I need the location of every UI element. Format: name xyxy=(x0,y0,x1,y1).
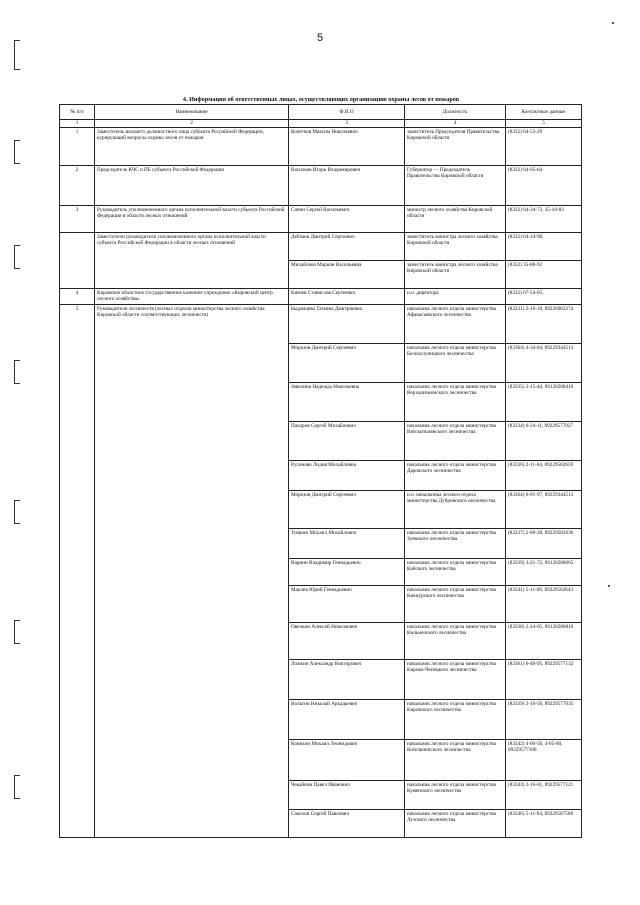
row-contact: (83361) 6-40-95, 89229577132 xyxy=(506,660,582,700)
row-contact: (8332) 64-53-29 xyxy=(506,128,582,166)
col-number: 3 xyxy=(289,120,405,128)
row-position: начальник лесного отдела министерства Вятскополянского лесничества xyxy=(405,422,506,461)
row-position: заместитель Председателя Правительства Кировской области xyxy=(405,128,506,166)
col-header-name: Наименование xyxy=(95,105,289,120)
row-fio: Соколов Сергей Павлович xyxy=(289,810,405,838)
page-number: 5 xyxy=(316,32,324,44)
row-position: начальник лесного отдела министерства Верхошижемского лесничества xyxy=(405,383,506,422)
scan-speck xyxy=(612,22,614,24)
row-contact: (8332) 64-34-73, 35-18-83 xyxy=(506,206,582,233)
row-position: начальник лесного отдела министерства Кировского лесничества xyxy=(405,700,506,740)
row-contact: (83338) 2-24-05, 89128286816 xyxy=(506,623,582,660)
row-name: Руководители лесничеств (лесных отделов министерства лесного хозяйства Кировской области соответствующих лесничеств) xyxy=(95,305,289,838)
row-position: начальник лесного отдела министерства Даровского лесничества xyxy=(405,461,506,491)
row-contact: (83339) 3-21-72, 89128288665 xyxy=(506,559,582,586)
row-fio: Тимкин Михаил Михайлович xyxy=(289,529,405,559)
row-fio: Васильев Игорь Владимирович xyxy=(289,166,405,206)
table-row xyxy=(60,233,582,261)
row-contact: (8332) 67-54-05, xyxy=(506,289,582,305)
row-num: 1 xyxy=(60,128,95,166)
row-fio: Зевалина Надежда Николаевна xyxy=(289,383,405,422)
row-position: заместитель министра лесного хозяйства Кировской области xyxy=(405,233,506,261)
row-contact: (83346) 5-11-04, 89229587588 xyxy=(506,810,582,838)
row-fio: Кочетков Максим Николаевич xyxy=(289,128,405,166)
row-contact: (8332) 35-88-92 xyxy=(506,261,582,289)
binder-mark xyxy=(14,775,20,799)
row-contact: (83336) 2-11-64, 89229582659 xyxy=(506,461,582,491)
row-contact: (83335) 2-15-44, 89128288416 xyxy=(506,383,582,422)
col-header-contact: Контактные данные xyxy=(506,105,582,120)
row-fio: Сапин Сергей Васильевич xyxy=(289,206,405,233)
row-fio: Маклев Юрий Геннадьевич xyxy=(289,586,405,623)
table-header-row xyxy=(60,105,582,120)
row-contact: (8332) 64-34-98, xyxy=(506,233,582,261)
row-fio: Деблаев Дмитрий Сергеевич xyxy=(289,233,405,261)
binder-mark xyxy=(14,500,20,524)
row-fio: Варнин Владимир Геннадьевич xyxy=(289,559,405,586)
row-fio: Коняхин Михаил Леонидович xyxy=(289,740,405,781)
row-position: начальник лесного отдела министерства Куменского лесничества xyxy=(405,781,506,810)
row-num xyxy=(60,233,95,289)
row-contact: (83341) 5-11-06, 89229582643 xyxy=(506,586,582,623)
table-row xyxy=(60,166,582,206)
row-fio: Князев Станислав Сергеевич xyxy=(289,289,405,305)
row-num: 5 xyxy=(60,305,95,838)
row-contact: (83364) 4-34-84, 89229344513 xyxy=(506,344,582,383)
col-header-fio: Ф.И.О xyxy=(289,105,405,120)
row-contact: (83331) 2-16-18, 89226662274 xyxy=(506,305,582,344)
binder-mark xyxy=(14,40,20,70)
table-title: 4. Информация об ответственных лицах, осуществляющих организацию охраны лесов от пожаров xyxy=(182,96,460,103)
col-number: 1 xyxy=(60,120,95,128)
row-contact: (83337) 2-06-28, 89229582636 xyxy=(506,529,582,559)
row-contact: (8332) 64-95-64 xyxy=(506,166,582,206)
binder-mark xyxy=(14,245,20,269)
col-number: 5 xyxy=(506,120,582,128)
table-row xyxy=(60,305,582,344)
responsible-persons-table xyxy=(59,104,582,838)
row-name: Руководитель уполномоченного органа исполнительной власти субъекта Российской Федерации в области лесных отношений xyxy=(95,206,289,233)
row-fio: Пахоров Сергей Михайлович xyxy=(289,422,405,461)
row-fio: Овечкин Алексей Николаевич xyxy=(289,623,405,660)
row-position: начальник лесного отдела министерства Афанасьевского лесничества xyxy=(405,305,506,344)
row-fio: Михайлова Мариан Васильевна xyxy=(289,261,405,289)
table-row xyxy=(60,128,582,166)
row-position: министр лесного хозяйства Кировской области xyxy=(405,206,506,233)
binder-mark xyxy=(14,620,20,644)
row-position: начальник лесного отдела министерства Зуевского лесничества xyxy=(405,529,506,559)
row-num: 2 xyxy=(60,166,95,206)
row-fio: Чекайкин Павел Иванович xyxy=(289,781,405,810)
row-position: Губернатор — Председатель Правительства Кировской области xyxy=(405,166,506,206)
row-contact: (83334) 6-24-11, 89229577027 xyxy=(506,422,582,461)
col-number: 4 xyxy=(405,120,506,128)
row-name: Кировское областное государственное казенное учреждение «Кировский центр лесного хозяйства» xyxy=(95,289,289,305)
row-position: начальник лесного отдела министерства Лузского лесничества xyxy=(405,810,506,838)
row-position: начальник лесного отдела министерства Кикнурского лесничества xyxy=(405,586,506,623)
row-contact: (83364) 6-91-97, 89229344513 xyxy=(506,491,582,529)
row-num: 3 xyxy=(60,206,95,233)
row-fio: Ложкин Александр Викторович xyxy=(289,660,405,700)
row-position: начальник лесного отдела министерства Кирово-Чепецкого лесничества xyxy=(405,660,506,700)
table-row xyxy=(60,206,582,233)
row-fio: Вольгин Николай Аркадьевич xyxy=(289,700,405,740)
row-num: 4 xyxy=(60,289,95,305)
binder-mark xyxy=(14,360,20,384)
row-fio: Русинова Лидия Михайловна xyxy=(289,461,405,491)
row-fio: Морозов Дмитрий Сергеевич xyxy=(289,491,405,529)
row-name: Заместитель высшего должностного лица субъекта Российской Федерации, курирующий вопросы охраны лесов от пожаров xyxy=(95,128,289,166)
row-position: заместитель министра лесного хозяйства Кировской области xyxy=(405,261,506,289)
row-position: и.о. директора xyxy=(405,289,506,305)
row-name: Председатель КЧС и ПБ субъекта Российской Федерации xyxy=(95,166,289,206)
row-fio: Морозов Дмитрий Сергеевич xyxy=(289,344,405,383)
binder-mark xyxy=(14,140,20,164)
row-contact: (83343) 2-16-01, 89229577121 xyxy=(506,781,582,810)
row-contact: (83342) 4-00-50, 4-05-80, 89229577108 xyxy=(506,740,582,781)
col-number: 2 xyxy=(95,120,289,128)
row-position: и.о. начальника лесного отдела министерства Дубровского лесничества xyxy=(405,491,506,529)
row-position: начальник лесного отдела министерства Белохолуницкого лесничества xyxy=(405,344,506,383)
column-number-row xyxy=(60,120,582,128)
row-name: Заместители руководителя уполномоченного органа исполнительной власти субъекта Российской Федерации в области лесных отношений xyxy=(95,233,289,289)
col-header-position: Должность xyxy=(405,105,506,120)
row-position: начальник лесного отдела министерства Кайского лесничества xyxy=(405,559,506,586)
row-position: начальник лесного отдела министерства Котельничского лесничества xyxy=(405,740,506,781)
row-position: начальник лесного отдела министерства Кильмезского лесничества xyxy=(405,623,506,660)
table-row xyxy=(60,289,582,305)
scan-speck xyxy=(608,585,610,587)
row-fio: Быданцева Татьяна Дмитриевна xyxy=(289,305,405,344)
col-header-num: № п/п xyxy=(60,105,95,120)
row-contact: (83339) 2-10-50, 89229577035 xyxy=(506,700,582,740)
